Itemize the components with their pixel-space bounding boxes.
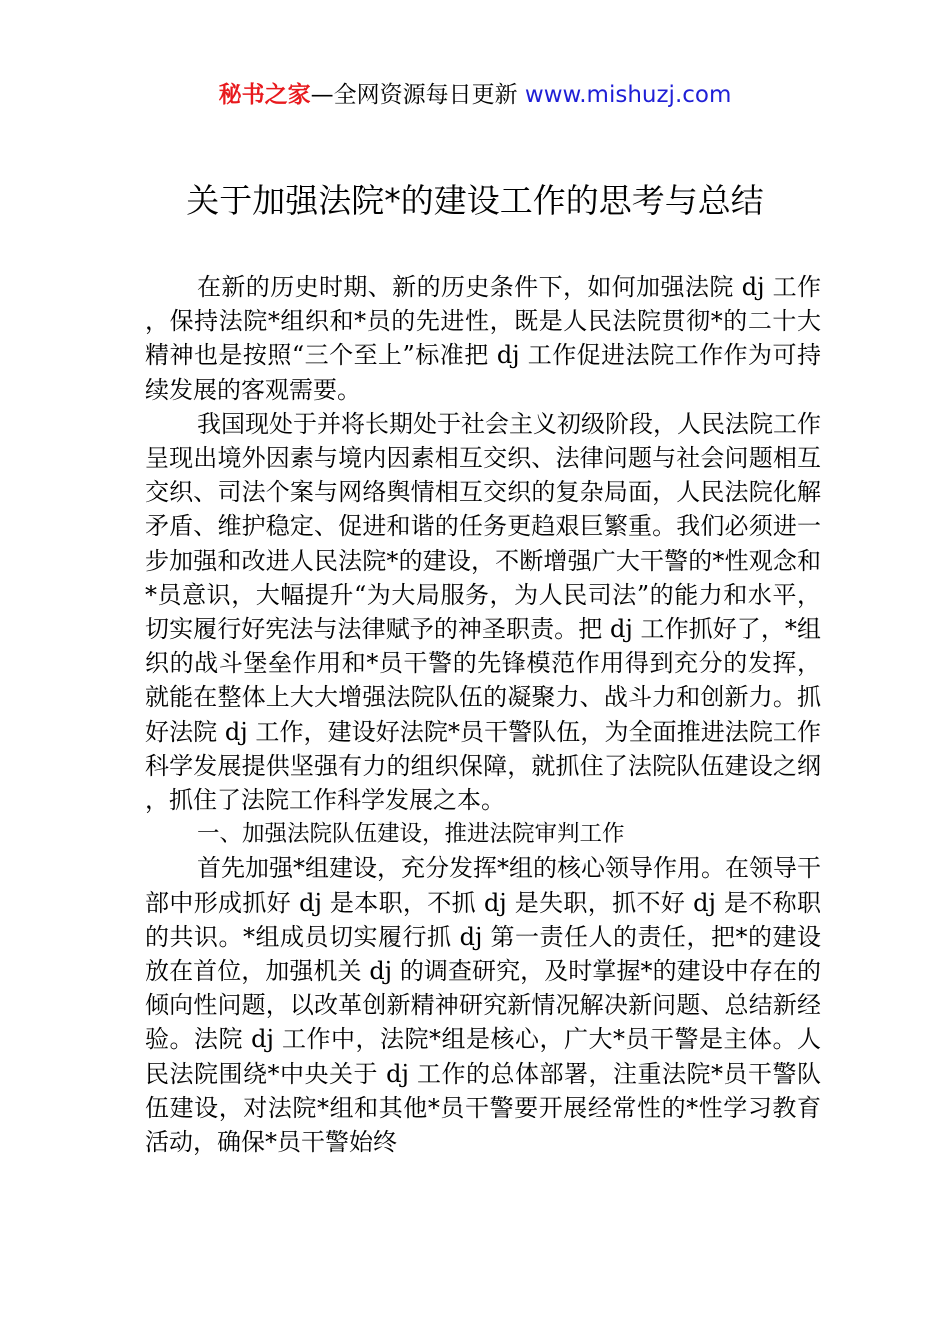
document-title: 关于加强法院*的建设工作的思考与总结 (186, 181, 764, 220)
site-slogan: —全网资源每日更新 (310, 82, 525, 108)
site-brand: 秘书之家 (218, 82, 311, 108)
document-body (145, 270, 821, 1159)
section-heading-1: 一、加强法院队伍建设，推进法院审判工作 (197, 821, 625, 848)
body-paragraph-2: 我国现处于并将长期处于社会主义初级阶段，人民法院工作呈现出境外因素与境内因素相互交织、法律问题与社会问题相互交织、司法个案与网络舆情相互交织的复杂局面，人民法院化解矛盾、维护稳定、促进和谐的任务更趋艰巨繁重。我们必须进一步加强和改进人民法院*的建设，不断增强广大干警的*性观念和*员意识，大幅提升“为大局服务，为人民司法”的能力和水平，切实履行好宪法与法律赋予的神圣职责。把 dj 工作抓好了，*组织的战斗堡垒作用和*员干警的先锋模范作用得到充分的发挥，就能在整体上大大增强法院队伍的凝聚力、战斗力和创新力。抓好法院 dj 工作，建设好法院*员干警队伍，为全面推进法院工作科学发展提供坚强有力的组织保障，就抓住了法院队伍建设之纲，抓住了法院工作科学发展之本。 (145, 409, 821, 815)
body-paragraph-1: 在新的历史时期、新的历史条件下，如何加强法院 dj 工作，保持法院*组织和*员的先进性，既是人民法院贯彻*的二十大精神也是按照“三个至上”标准把 dj 工作促进法院工作作为可持续发展的客观需要。 (145, 273, 821, 404)
site-url-link[interactable]: www.mishuzj.com (524, 82, 732, 108)
site-header (0, 78, 950, 112)
section-1-paragraph: 首先加强*组建设，充分发挥*组的核心领导作用。在领导干部中形成抓好 dj 是本职，不抓 dj 是失职，抓不好 dj 是不称职的共识。*组成员切实履行抓 dj 第一责任人的责任，把*的建设放在首位，加强机关 dj 的调查研究，及时掌握*的建设中存在的倾向性问题，以改革创新精神研究新情况解决新问题、总结新经验。法院 dj 工作中，法院*组是核心，广大*员干警是主体。人民法院围绕*中央关于 dj 工作的总体部署，注重法院*员干警队伍建设，对法院*组和其他*员干警要开展经常性的*性学习教育活动，确保*员干警始终 (145, 854, 821, 1157)
